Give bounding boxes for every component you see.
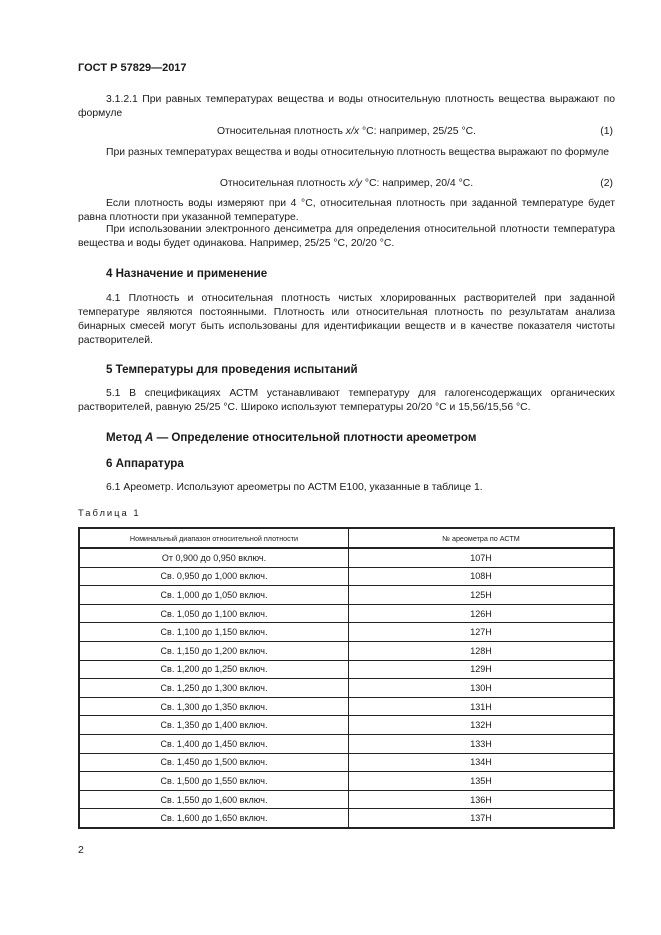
table-row bbox=[79, 604, 614, 623]
formula-1-variable: x/x bbox=[345, 126, 360, 137]
hydrometer-number-cell: 135Н bbox=[349, 772, 615, 791]
density-range-cell: Св. 1,250 до 1,300 включ. bbox=[79, 679, 349, 698]
hydrometer-number-cell: 126Н bbox=[349, 604, 615, 623]
document-header: ГОСТ Р 57829—2017 bbox=[78, 62, 187, 74]
density-range-cell: Св. 1,000 до 1,050 включ. bbox=[79, 586, 349, 605]
table-row bbox=[79, 697, 614, 716]
table-row bbox=[79, 567, 614, 586]
paragraph-5-1: 5.1 В спецификациях АСТМ устанавливают температуру для галогенсодержащих органических растворителей, равную 25/25 °С. Широко используют температуры 20/20 °С и 15,56/15,56 °С. bbox=[78, 388, 615, 413]
hydrometer-number-cell: 137Н bbox=[349, 809, 615, 828]
table-caption: Таблица 1 bbox=[78, 507, 141, 518]
formula-2 bbox=[78, 178, 615, 192]
density-range-cell: Св. 1,600 до 1,650 включ. bbox=[79, 809, 349, 828]
table-row bbox=[79, 679, 614, 698]
hydrometer-number-cell: 125Н bbox=[349, 586, 615, 605]
density-range-cell: Св. 1,450 до 1,500 включ. bbox=[79, 753, 349, 772]
header-hydrometer-number: № ареометра по АСТМ bbox=[349, 528, 615, 548]
density-range-cell: Св. 1,500 до 1,550 включ. bbox=[79, 772, 349, 791]
density-range-cell: Св. 1,100 до 1,150 включ. bbox=[79, 623, 349, 642]
formula-2-number: (2) bbox=[600, 178, 613, 189]
formula-2-text bbox=[78, 178, 615, 189]
paragraph-different-temps: При разных температурах вещества и воды относительную плотность вещества выражают по формуле bbox=[106, 147, 610, 158]
formula-1-suffix: °С: например, 25/25 °С. bbox=[359, 126, 477, 137]
hydrometer-number-cell: 131Н bbox=[349, 697, 615, 716]
table-row bbox=[79, 753, 614, 772]
hydrometer-number-cell: 134Н bbox=[349, 753, 615, 772]
density-range-cell: Св. 1,550 до 1,600 включ. bbox=[79, 790, 349, 809]
section-5-heading: 5 Температуры для проведения испытаний bbox=[106, 363, 358, 376]
table-row bbox=[79, 734, 614, 753]
paragraph-densimeter: При использовании электронного денсиметра для определения относительной плотности температура вещества и воды будет одинакова. Например, 25/25 °С, 20/20 °С. bbox=[78, 224, 615, 249]
paragraph-water-4c: Если плотность воды измеряют при 4 °С, относительная плотность при заданной температуре будет равна плотности при указанной температуре. bbox=[78, 198, 615, 223]
table-row bbox=[79, 586, 614, 605]
formula-2-variable: x/y bbox=[348, 178, 362, 189]
table-row bbox=[79, 641, 614, 660]
paragraph-4-1: 4.1 Плотность и относительная плотность чистых хлорированных растворителей при заданной температуре являются постоянными. Плотность или относительная плотность по результатам анализа бинарных смесей могут быть использованы для идентификации веществ и в качестве показателя чистоты растворителей. bbox=[78, 293, 615, 346]
paragraph-6-1: 6.1 Ареометр. Используют ареометры по АСТМ Е100, указанные в таблице 1. bbox=[106, 482, 483, 493]
table-row bbox=[79, 790, 614, 809]
method-a-heading bbox=[106, 431, 476, 444]
density-range-cell: Св. 1,050 до 1,100 включ. bbox=[79, 604, 349, 623]
hydrometer-number-cell: 108Н bbox=[349, 567, 615, 586]
hydrometer-number-cell: 127Н bbox=[349, 623, 615, 642]
hydrometer-number-cell: 128Н bbox=[349, 641, 615, 660]
method-letter: А bbox=[145, 431, 154, 444]
hydrometer-number-cell: 133Н bbox=[349, 734, 615, 753]
formula-2-prefix: Относительная плотность bbox=[219, 178, 349, 189]
page-number: 2 bbox=[78, 844, 84, 856]
density-range-cell: Св. 0,950 до 1,000 включ. bbox=[79, 567, 349, 586]
method-prefix: Метод bbox=[106, 431, 145, 444]
header-density-range: Номинальный диапазон относительной плотности bbox=[79, 528, 349, 548]
hydrometer-table bbox=[78, 527, 615, 829]
table-row bbox=[79, 660, 614, 679]
table-row bbox=[79, 716, 614, 735]
hydrometer-number-cell: 136Н bbox=[349, 790, 615, 809]
density-range-cell: От 0,900 до 0,950 включ. bbox=[79, 548, 349, 567]
formula-2-suffix: °С: например, 20/4 °С. bbox=[361, 178, 474, 189]
formula-1-prefix: Относительная плотность bbox=[216, 126, 346, 137]
table-header-row bbox=[79, 528, 614, 548]
table-row bbox=[79, 772, 614, 791]
hydrometer-number-cell: 129Н bbox=[349, 660, 615, 679]
table-row bbox=[79, 623, 614, 642]
density-range-cell: Св. 1,300 до 1,350 включ. bbox=[79, 697, 349, 716]
density-range-cell: Св. 1,350 до 1,400 включ. bbox=[79, 716, 349, 735]
formula-1-number: (1) bbox=[600, 126, 613, 137]
hydrometer-number-cell: 130Н bbox=[349, 679, 615, 698]
hydrometer-number-cell: 107Н bbox=[349, 548, 615, 567]
paragraph-3-1-2-1: 3.1.2.1 При равных температурах вещества и воды относительную плотность вещества выражают по формуле bbox=[78, 94, 615, 119]
table-row bbox=[79, 809, 614, 828]
section-4-heading: 4 Назначение и применение bbox=[106, 267, 268, 280]
density-range-cell: Св. 1,200 до 1,250 включ. bbox=[79, 660, 349, 679]
formula-1-text bbox=[78, 126, 615, 137]
density-range-cell: Св. 1,400 до 1,450 включ. bbox=[79, 734, 349, 753]
method-suffix: — Определение относительной плотности ареометром bbox=[153, 431, 477, 444]
density-range-cell: Св. 1,150 до 1,200 включ. bbox=[79, 641, 349, 660]
table-row bbox=[79, 548, 614, 567]
section-6-heading: 6 Аппаратура bbox=[106, 457, 184, 470]
hydrometer-number-cell: 132Н bbox=[349, 716, 615, 735]
formula-1 bbox=[78, 126, 615, 140]
